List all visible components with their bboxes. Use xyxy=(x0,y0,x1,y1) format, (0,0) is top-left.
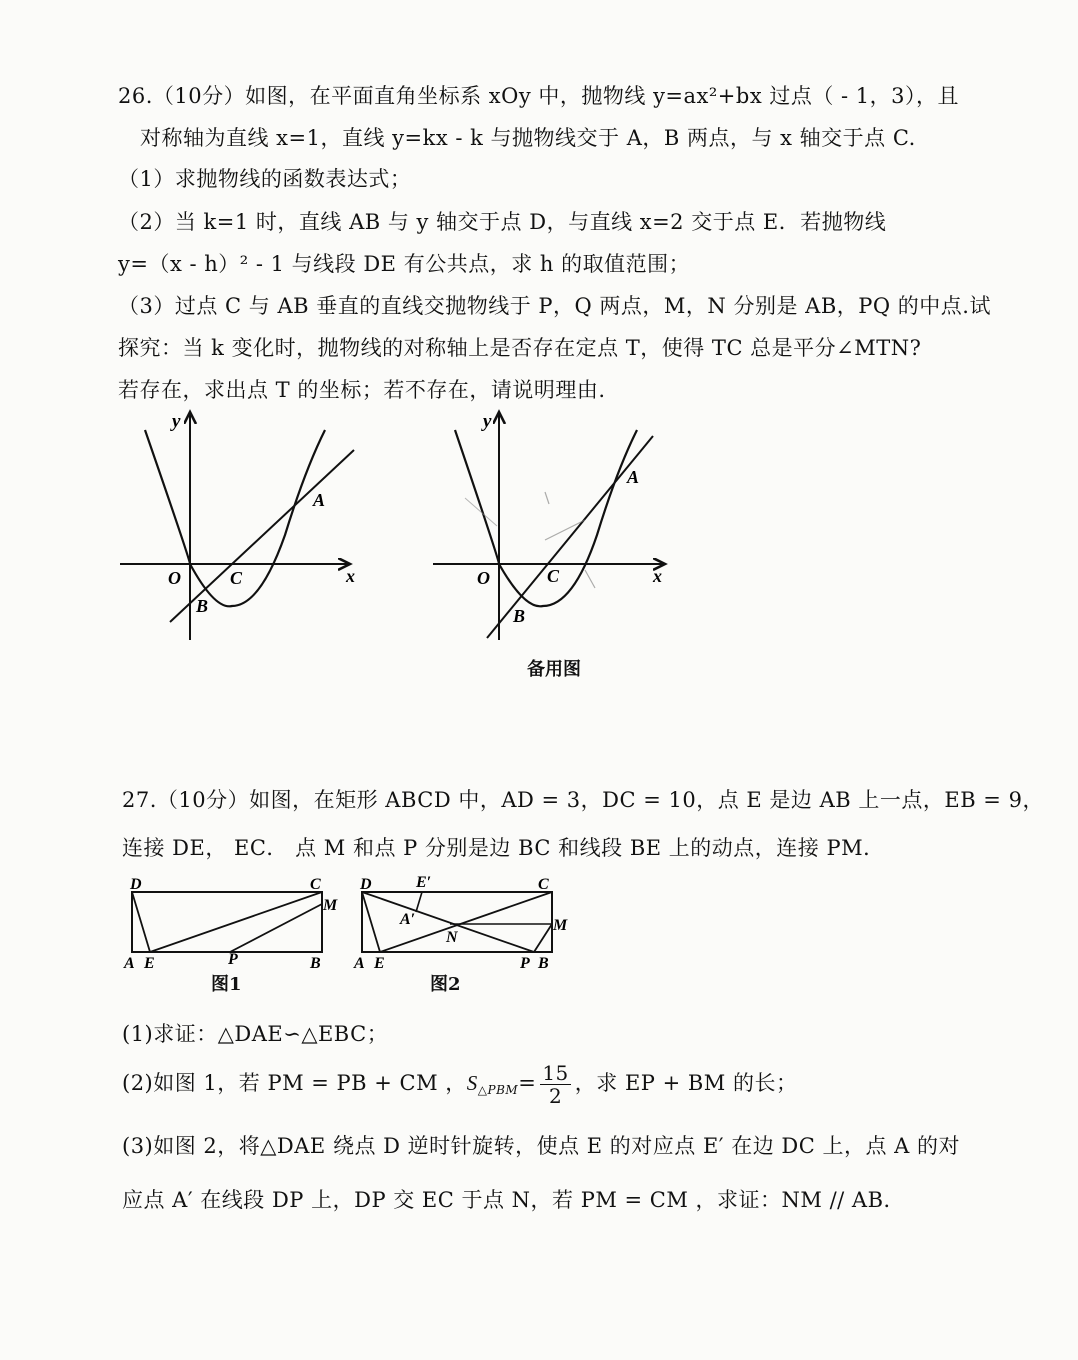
label-b: B xyxy=(196,596,209,616)
label-d: D xyxy=(360,876,372,893)
q26-part3a: （3）过点 C 与 AB 垂直的直线交抛物线于 P，Q 两点，M，N 分别是 AB，PQ 的中点.试 xyxy=(118,294,991,318)
q27-line2: 连接 DE， EC． 点 M 和点 P 分别是边 BC 和线段 BE 上的动点，连接 PM． xyxy=(122,836,885,860)
q26-line2: 对称轴为直线 x=1，直线 y=kx - k 与抛物线交于 A，B 两点，与 x 轴交于点 C. xyxy=(140,126,916,150)
q27-line1: 27.（10分）如图，在矩形 ABCD 中，AD = 3，DC = 10，点 E 是边 AB 上一点，EB = 9， xyxy=(122,788,1044,812)
pencil-mark xyxy=(545,520,585,540)
equals-sign: = xyxy=(518,1071,537,1095)
q26-part1: （1）求抛物线的函数表达式； xyxy=(118,167,412,191)
q26-part3b: 探究：当 k 变化时，抛物线的对称轴上是否存在定点 T，使得 TC 总是平分∠MTN? xyxy=(118,336,922,360)
label-p: P xyxy=(520,955,530,972)
q26-part2b: y=（x - h）² - 1 与线段 DE 有公共点，求 h 的取值范围； xyxy=(118,252,691,276)
segment-ec xyxy=(150,892,322,952)
q27-part3a: (3)如图 2，将△DAE 绕点 D 逆时针旋转，使点 E 的对应点 E′ 在边 DC 上，点 A 的对 xyxy=(122,1134,961,1158)
label-a: A xyxy=(124,955,135,972)
area-symbol: S xyxy=(466,1071,478,1095)
segment-de xyxy=(362,892,380,952)
pencil-mark xyxy=(545,492,549,504)
q26-part2a: （2）当 k=1 时，直线 AB 与 y 轴交于点 D，与直线 x=2 交于点 E．若抛物线 xyxy=(118,210,887,234)
segment-de xyxy=(132,892,150,952)
label-c: C xyxy=(547,566,560,586)
fig27-fig2 xyxy=(350,872,580,972)
pencil-mark xyxy=(465,498,497,526)
q27-part2-post: ，求 EP + BM 的长； xyxy=(574,1071,798,1095)
label-b: B xyxy=(513,606,526,626)
label-a-prime: A′ xyxy=(400,911,416,928)
label-c: C xyxy=(538,876,549,893)
label-y: y xyxy=(172,411,181,432)
q27-part1: (1)求证：△DAE∽△EBC； xyxy=(122,1022,389,1046)
q26-line1: 26.（10分）如图，在平面直角坐标系 xOy 中，抛物线 y=ax²+bx 过点（ - 1，3），且 xyxy=(118,84,960,108)
fraction-numerator: 15 xyxy=(542,1061,569,1085)
label-e: E xyxy=(144,955,155,972)
label-n: N xyxy=(446,929,458,946)
fig26-right-graph xyxy=(425,400,685,650)
label-b: B xyxy=(538,955,549,972)
label-a: A xyxy=(627,467,640,487)
label-a: A xyxy=(354,955,365,972)
label-m: M xyxy=(553,917,568,934)
label-e-prime: E′ xyxy=(416,874,432,891)
fraction-15-over-2 xyxy=(540,1062,570,1107)
label-p: P xyxy=(228,951,238,968)
label-m: M xyxy=(323,897,338,914)
segment-pm xyxy=(230,904,322,952)
fig27-fig1 xyxy=(120,872,340,972)
label-c: C xyxy=(230,568,243,588)
q26-part3c: 若存在，求出点 T 的坐标；若不存在，请说明理由. xyxy=(118,378,606,402)
fig27-fig1-caption: 图1 xyxy=(211,974,242,995)
segment-e2a2 xyxy=(416,892,422,912)
label-b: B xyxy=(310,955,321,972)
label-o: O xyxy=(477,568,490,588)
pencil-mark xyxy=(585,570,595,588)
label-x: x xyxy=(653,566,662,586)
label-o: O xyxy=(168,568,181,588)
area-subscript: △PBM xyxy=(477,1083,519,1097)
label-d: D xyxy=(130,876,142,893)
q27-part2 xyxy=(122,1062,797,1107)
fig26-right-caption: 备用图 xyxy=(527,659,581,680)
segment-pm xyxy=(534,924,552,952)
fig27-fig2-caption: 图2 xyxy=(430,974,461,995)
q27-part3b: 应点 A′ 在线段 DP 上，DP 交 EC 于点 N，若 PM = CM ，求证：NM // AB． xyxy=(122,1188,906,1212)
fraction-denominator: 2 xyxy=(548,1084,563,1108)
label-a: A xyxy=(313,490,326,510)
q27-part2-pre: (2)如图 1，若 PM = PB + CM ， xyxy=(122,1071,467,1095)
label-c: C xyxy=(310,876,321,893)
label-y: y xyxy=(483,411,492,432)
fig26-left-graph xyxy=(110,400,370,650)
label-e: E xyxy=(374,955,385,972)
label-x: x xyxy=(346,566,355,586)
